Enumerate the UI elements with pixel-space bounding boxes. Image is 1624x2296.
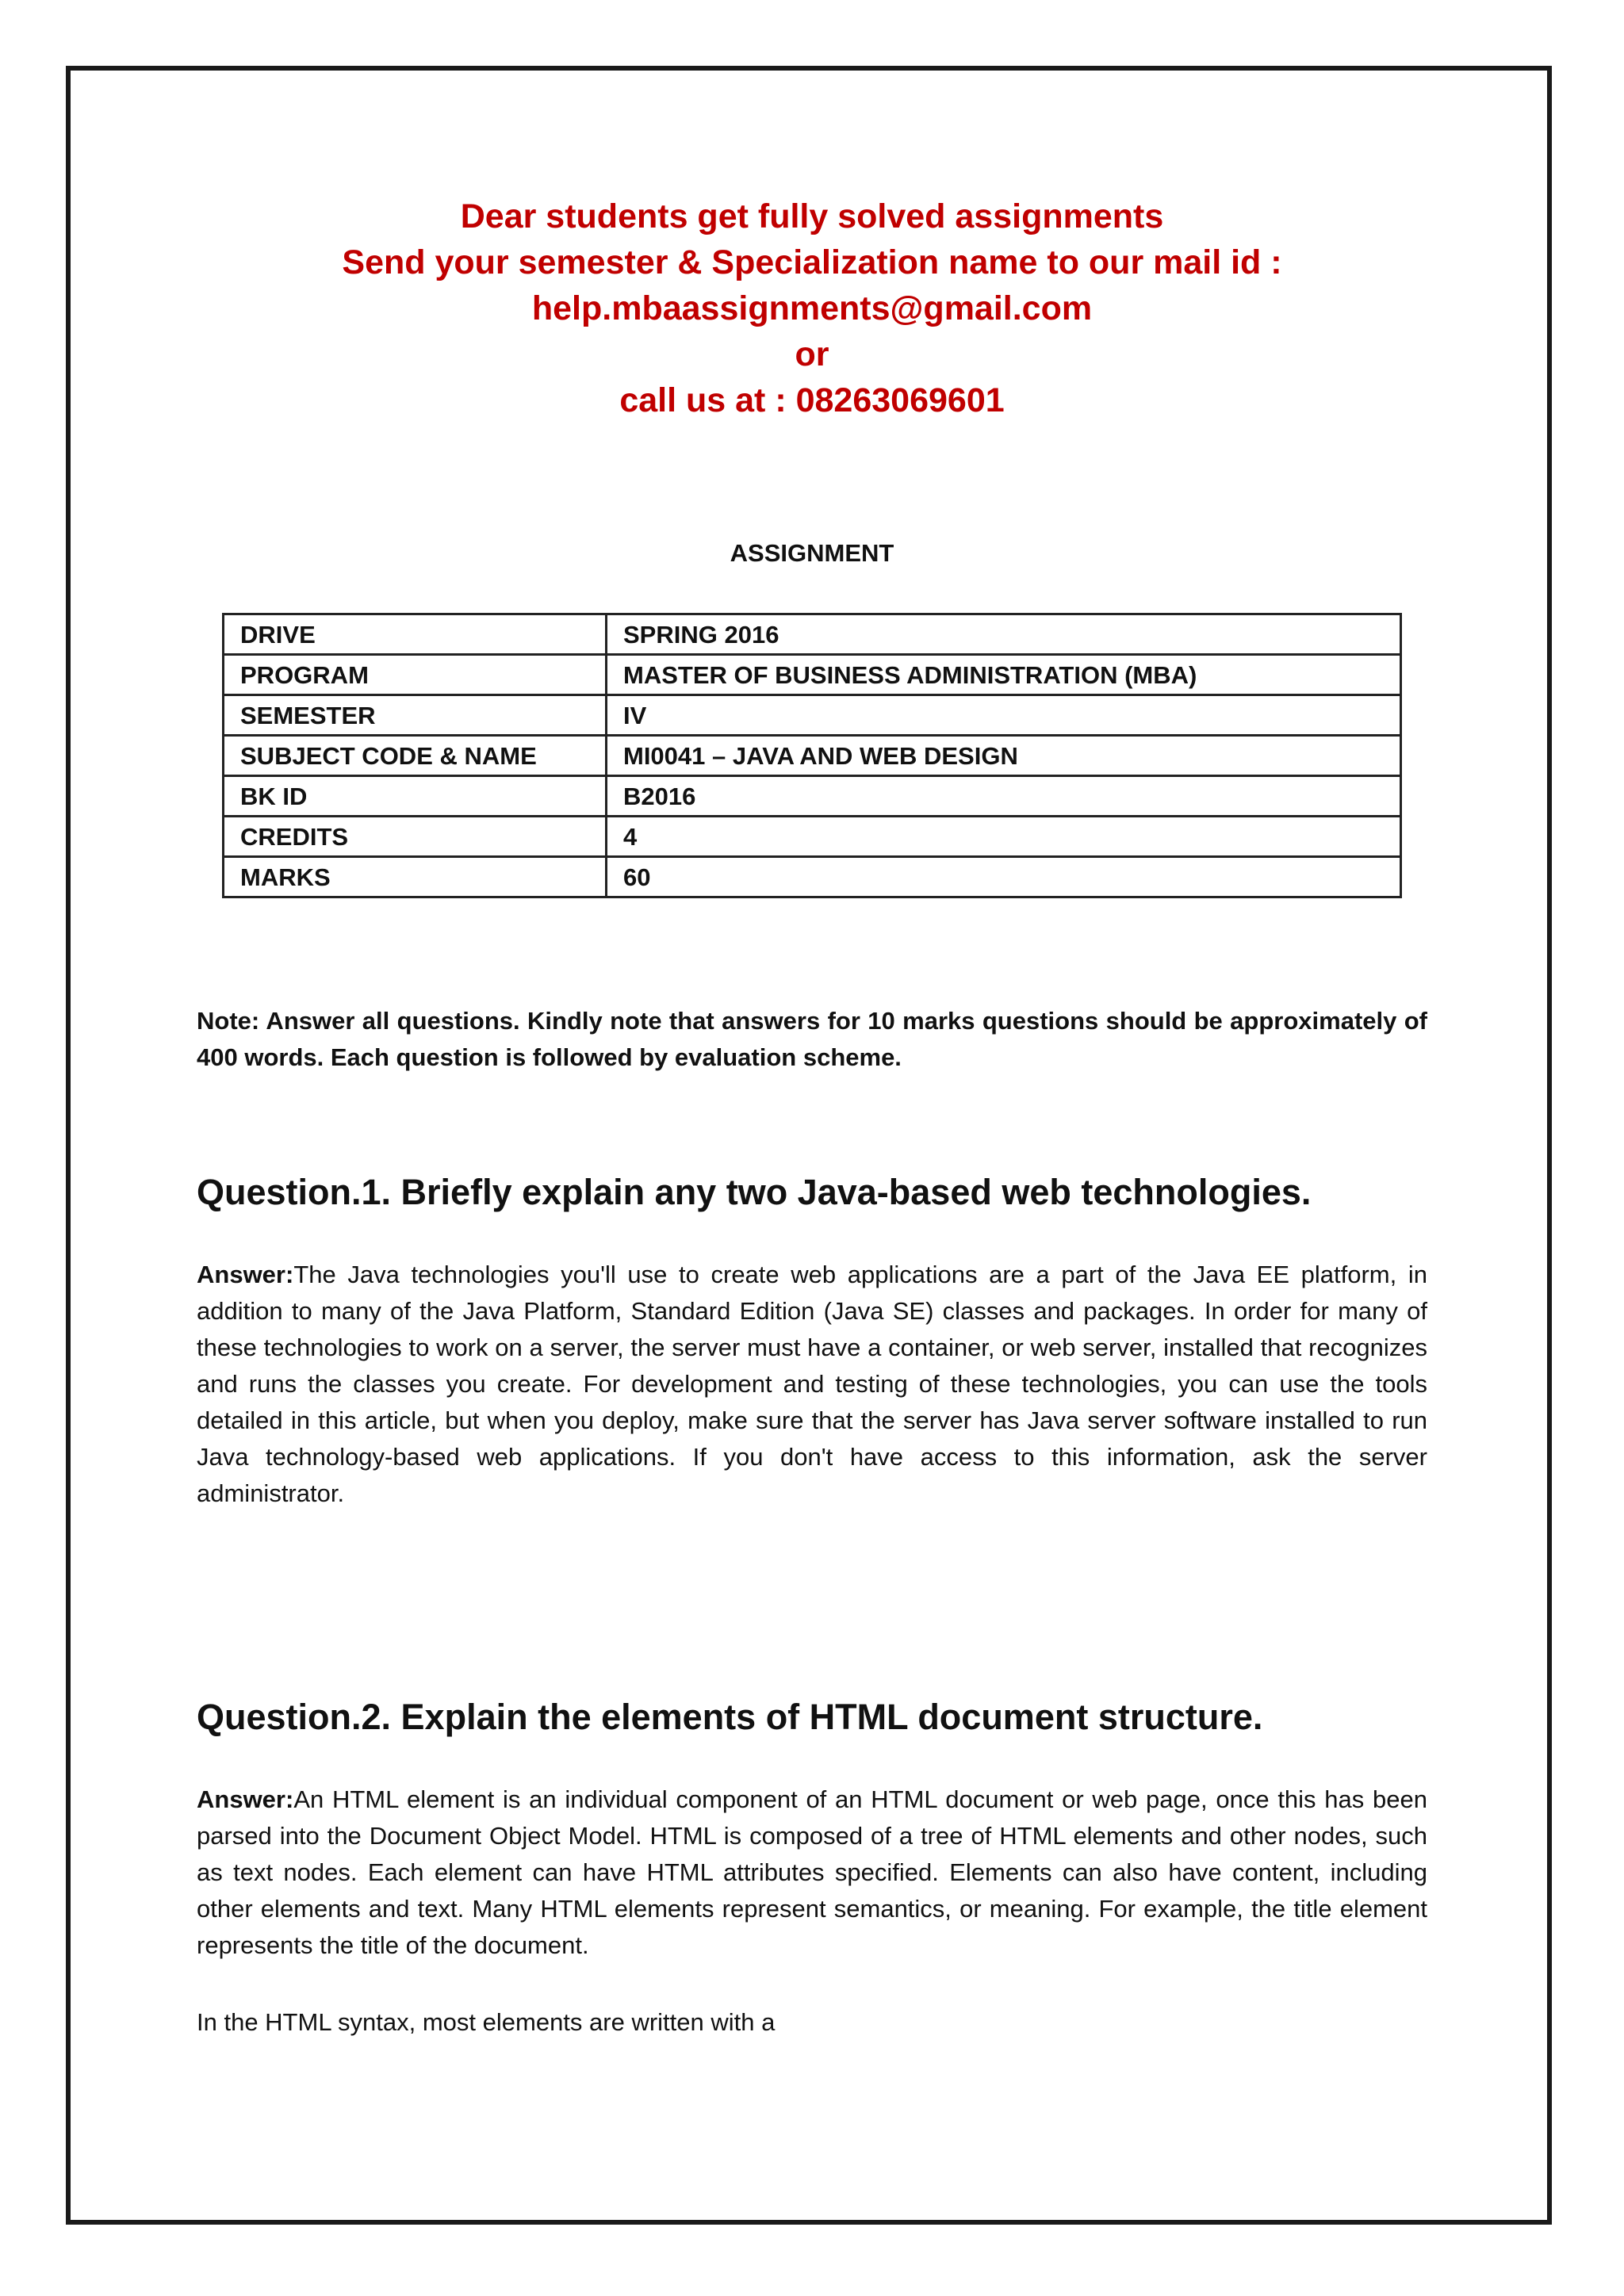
table-row [224, 614, 1401, 655]
table-label: DRIVE [224, 614, 607, 655]
table-label: CREDITS [224, 817, 607, 857]
table-value: MASTER OF BUSINESS ADMINISTRATION (MBA) [607, 655, 1401, 695]
table-label: BK ID [224, 776, 607, 817]
promo-line-1: Dear students get fully solved assignments [460, 197, 1164, 235]
table-row [224, 776, 1401, 817]
question-2-title: Question.2. Explain the elements of HTML document structure. [197, 1697, 1263, 1737]
answer-text: The Java technologies you'll use to create web applications are a part of the Java EE platform, in addition to many of the Java Platform, Standard Edition (Java SE) classes and packages. In order for many of these technologies to work on a server, the server must have a container, or web server, installed that recognizes and runs the classes you create. For development and testing of these technologies, you can use the tools detailed in this article, but when you deploy, make sure that the server has Java server software installed to run Java technology-based web applications. If you don't have access to this information, ask the server administrator. [197, 1261, 1427, 1507]
table-value: B2016 [607, 776, 1401, 817]
instructions-note: Note: Answer all questions. Kindly note that answers for 10 marks questions should be approximately of 400 words. Each question is followed by evaluation scheme. [197, 1007, 1427, 1071]
promo-phone: call us at : 08263069601 [619, 381, 1005, 419]
table-row [224, 857, 1401, 897]
table-value: MI0041 – JAVA AND WEB DESIGN [607, 736, 1401, 776]
table-row [224, 736, 1401, 776]
question-1-answer [197, 1257, 1427, 1512]
table-row [224, 817, 1401, 857]
question-1-title: Question.1. Briefly explain any two Java-based web technologies. [197, 1172, 1312, 1212]
table-row [224, 655, 1401, 695]
answer-label: Answer: [197, 1261, 294, 1288]
table-value: 60 [607, 857, 1401, 897]
table-row [224, 695, 1401, 736]
question-2-answer [197, 1781, 1427, 1964]
table-value: IV [607, 695, 1401, 736]
table-label: MARKS [224, 857, 607, 897]
promo-line-2: Send your semester & Specialization name to our mail id : [342, 243, 1282, 281]
table-value: SPRING 2016 [607, 614, 1401, 655]
table-label: SEMESTER [224, 695, 607, 736]
promo-email: help.mbaassignments@gmail.com [531, 289, 1093, 327]
promo-or: or [795, 335, 829, 373]
promo-banner [0, 193, 1624, 423]
assignment-info-table [222, 613, 1402, 898]
table-label: PROGRAM [224, 655, 607, 695]
table-label: SUBJECT CODE & NAME [224, 736, 607, 776]
answer-label: Answer: [197, 1785, 294, 1813]
table-value: 4 [607, 817, 1401, 857]
answer-text: An HTML element is an individual component of an HTML document or web page, once this has been parsed into the Document Object Model. HTML is composed of a tree of HTML elements and other nodes, such as text nodes. Each element can have HTML attributes specified. Elements can also have content, including other elements and text. Many HTML elements represent semantics, or meaning. For example, the title element represents the title of the document. [197, 1785, 1427, 1959]
question-2-continuation: In the HTML syntax, most elements are written with a [197, 2008, 776, 2036]
assignment-title: ASSIGNMENT [730, 539, 894, 567]
